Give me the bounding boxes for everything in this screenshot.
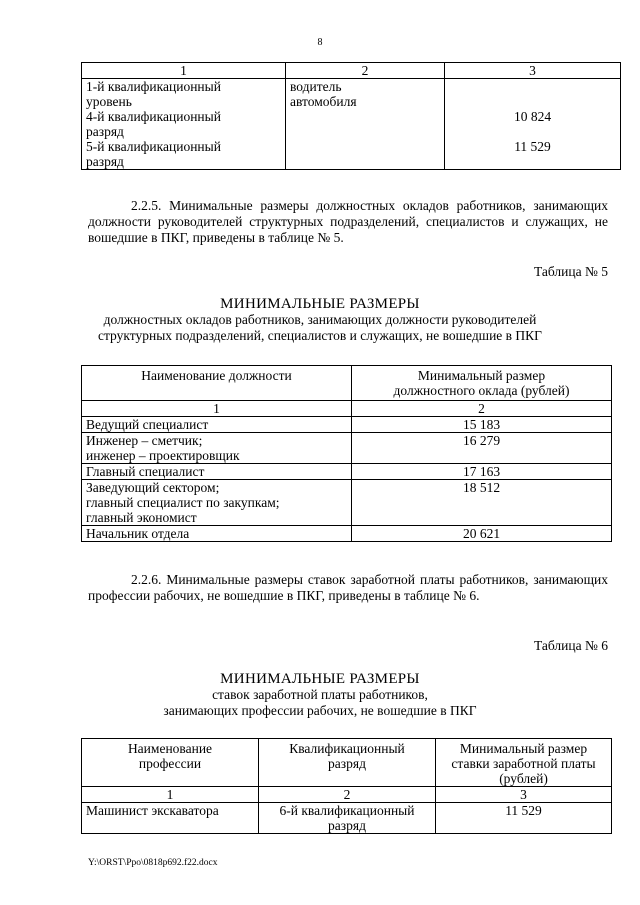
salary-value: 10 824 (513, 109, 552, 124)
header-cell: Наименование профессии (82, 739, 259, 787)
column-number: 2 (259, 787, 436, 803)
table-continuation (81, 62, 621, 170)
salary-value: 17 163 (352, 464, 612, 480)
table-row (82, 417, 612, 433)
page-number: 8 (317, 37, 323, 48)
column-number: 3 (436, 787, 612, 803)
column-number: 1 (82, 787, 259, 803)
header-cell: Квалификационный разряд (259, 739, 436, 787)
table-header-row (82, 366, 612, 401)
qualification-grade: 6-й квалификационный разряд (259, 803, 436, 834)
table-header-row (82, 63, 621, 79)
table6-label: Таблица № 6 (534, 638, 608, 653)
table5-subtitle: должностных окладов работников, занимающих должности руководителей (103, 312, 537, 327)
table-row (82, 79, 621, 170)
position-name: Инженер – сметчик; инженер – проектировщик (82, 433, 352, 464)
header-cell: Наименование должности (82, 366, 352, 401)
position-name: Главный специалист (82, 464, 352, 480)
table-row (82, 433, 612, 464)
table-number-row (82, 401, 612, 417)
salary-value: 16 279 (352, 433, 612, 464)
position-name: Ведущий специалист (82, 417, 352, 433)
table6-heading (0, 671, 640, 719)
salary-value: 15 183 (352, 417, 612, 433)
table6 (81, 738, 612, 834)
table-header-row (82, 739, 612, 787)
table5-subtitle: структурных подразделений, специалистов и служащих, не вошедшие в ПКГ (98, 328, 542, 343)
table5-label: Таблица № 5 (534, 264, 608, 279)
header-cell: 3 (445, 63, 621, 79)
table-row (82, 480, 612, 526)
header-cell: Минимальный размер ставки заработной платы (рублей) (436, 739, 612, 787)
table-row (82, 803, 612, 834)
header-cell: 1 (82, 63, 286, 79)
salary-value: 11 529 (436, 803, 612, 834)
salary-values (445, 79, 621, 170)
table-row (82, 526, 612, 542)
file-path-footer: Y:\ORST\Ppo\0818p692.f22.docx (88, 858, 218, 868)
table-row (82, 464, 612, 480)
salary-value: 20 621 (352, 526, 612, 542)
table5-heading (0, 296, 640, 344)
salary-value: 18 512 (352, 480, 612, 526)
table6-subtitle: ставок заработной платы работников, (212, 687, 428, 702)
salary-value: 11 529 (514, 139, 551, 154)
profession-name: Машинист экскаватора (82, 803, 259, 834)
position-name: Начальник отдела (82, 526, 352, 542)
qualification-levels: 1-й квалификационный уровень 4-й квалификационный разряд 5-й квалификационный разряд (82, 79, 286, 170)
paragraph-2-2-5: 2.2.5. Минимальные размеры должностных окладов работников, занимающих должности руководителей структурных подразделений, специалистов и служащих, не вошедшие в ПКГ, приведены в таблице № 5. (88, 198, 608, 245)
position-name: Заведующий сектором; главный специалист по закупкам; главный экономист (82, 480, 352, 526)
table5-title: МИНИМАЛЬНЫЕ РАЗМЕРЫ (220, 296, 420, 312)
header-cell: Минимальный размер должностного оклада (рублей) (352, 366, 612, 401)
table6-subtitle: занимающих профессии рабочих, не вошедшие в ПКГ (163, 703, 477, 718)
column-number: 1 (82, 401, 352, 417)
table6-title: МИНИМАЛЬНЫЕ РАЗМЕРЫ (220, 671, 420, 687)
profession-name: водитель автомобиля (286, 79, 445, 170)
header-cell: 2 (286, 63, 445, 79)
table-number-row (82, 787, 612, 803)
column-number: 2 (352, 401, 612, 417)
table5 (81, 365, 612, 542)
paragraph-2-2-6: 2.2.6. Минимальные размеры ставок заработной платы работников, занимающих профессии рабочих, не вошедшие в ПКГ, приведены в таблице № 6. (88, 572, 608, 603)
